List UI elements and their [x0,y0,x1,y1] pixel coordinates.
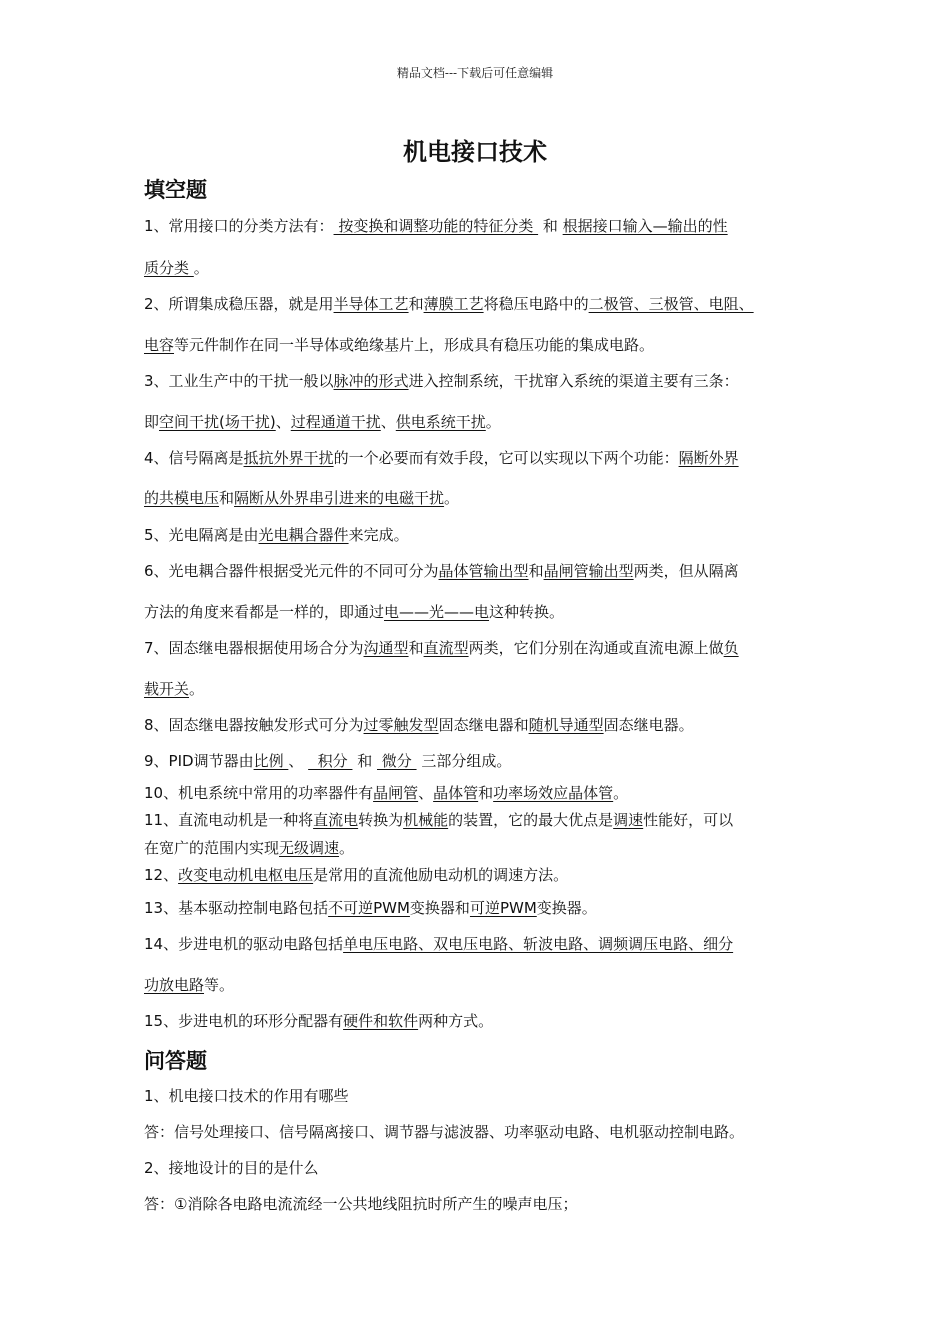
line-text: 变换器和 [409,899,470,917]
text-line [144,934,733,954]
text-line [144,412,501,432]
line-text: 是常用的直流他励电动机的调速方法。 [313,866,569,884]
answer-blank: 电——光——电 [384,603,490,621]
line-text: 14、步进电机的驱动电路包括 [144,935,344,953]
line-text: 3、工业生产中的干扰一般以 [144,372,334,390]
line-text: 和 [478,784,494,802]
line-text: 。 [189,680,205,698]
line-text: 的一个必要而有效手段，它可以实现以下两个功能： [333,449,679,467]
line-text: 7、固态继电器根据使用场合分为 [144,639,364,657]
line-text: 5、光电隔离是由 [144,526,259,544]
answer-blank: 隔断外界 [678,449,739,467]
answer-blank: 质分类 [144,259,194,277]
line-text: 两种方式。 [418,1012,494,1030]
answer-blank: 硬件和软件 [343,1012,419,1030]
line-text: 两类，但从隔离 [633,562,739,580]
text-line [144,975,234,995]
line-text: 。 [485,413,501,431]
line-text: 即 [144,413,160,431]
line-text: 来完成。 [348,526,409,544]
answer-blank: 供电系统干扰 [395,413,486,431]
line-text: 。 [613,784,629,802]
line-text: 12、 [144,866,179,884]
answer-blank: 电容 [144,336,175,354]
line-text: 的装置，它的最大优点是 [448,811,614,829]
text-line [144,1086,349,1106]
line-text: 。 [444,489,460,507]
line-text: 固态继电器和 [438,716,529,734]
text-line [144,783,628,803]
answer-blank: 过程通道干扰 [290,413,381,431]
line-text: 固态继电器。 [603,716,694,734]
document-title: 机电接口技术 [403,138,547,166]
line-text: 2、所谓集成稳压器，就是用 [144,295,334,313]
answer-blank: 积分 [308,752,353,770]
text-line [144,561,739,581]
text-line [144,525,409,545]
line-text: 这种转换。 [489,603,565,621]
answer-blank: 薄膜工艺 [423,295,484,313]
answer-blank: 抵抗外界干扰 [243,449,334,467]
text-line [144,838,354,858]
answer-blank: 晶闸管 [373,784,419,802]
text-line [144,216,728,236]
text-line [144,488,459,508]
text-line [144,679,204,699]
line-text: 两类，它们分别在沟通或直流电源上做 [468,639,724,657]
line-text: 。 [193,259,209,277]
text-line [144,1011,493,1031]
answer-blank: 晶闸管输出型 [543,562,634,580]
line-text: 变换器。 [536,899,597,917]
answer-blank: 直流型 [423,639,469,657]
line-text: 1、常用接口的分类方法有： [144,217,334,235]
line-text: 。 [339,839,355,857]
line-text: 、 [418,784,434,802]
answer-blank: 不可逆PWM [328,899,410,917]
answer-blank: 晶体管 [433,784,479,802]
line-text: 进入控制系统，干扰窜入系统的渠道主要有三条： [408,372,739,390]
answer-blank: 空间干扰(场干扰) [159,413,276,431]
line-text: 和 [538,217,563,235]
answer-blank: 随机导通型 [528,716,604,734]
text-line [144,810,733,830]
line-text: 6、光电耦合器件根据受光元件的不同可分为 [144,562,439,580]
answer-blank: 单电压电路、双电压电路、斩波电路、调频调压电路、细分 [343,935,734,953]
answer-blank: 负 [723,639,739,657]
text-line [144,602,564,622]
line-text: 4、信号隔离是 [144,449,244,467]
line-text: 答：信号处理接口、信号隔离接口、调节器与滤波器、功率驱动电路、电机驱动控制电路。 [144,1123,745,1141]
answer-blank: 比例 [253,752,289,770]
answer-blank: 微分 [377,752,417,770]
line-text: 2、接地设计的目的是什么 [144,1159,319,1177]
answer-blank: 根据接口输入—输出的性 [562,217,728,235]
line-text: 和 [408,639,424,657]
line-text: 等元件制作在同一半导体或绝缘基片上，形成具有稳压功能的集成电路。 [174,336,655,354]
line-text: 等。 [204,976,235,994]
section-heading-fill-in: 填空题 [144,178,207,202]
answer-blank: 载开关 [144,680,190,698]
line-text: 15、步进电机的环形分配器有 [144,1012,344,1030]
text-line [144,1158,319,1178]
answer-blank: 功率场效应晶体管 [493,784,614,802]
line-text: 和 [528,562,544,580]
answer-blank: 直流电 [313,811,359,829]
line-text: 13、基本驱动控制电路包括 [144,899,329,917]
text-line [144,898,597,918]
text-line [144,1194,577,1214]
answer-blank: 无级调速 [279,839,340,857]
line-text: 方法的角度来看都是一样的，即通过 [144,603,385,621]
line-text: 将稳压电路中的 [483,295,589,313]
answer-blank: 的共模电压 [144,489,220,507]
line-text: 转换为 [358,811,404,829]
answer-blank: 改变电动机电枢电压 [178,866,314,884]
line-text: 、 [380,413,396,431]
line-text: 8、固态继电器按触发形式可分为 [144,716,364,734]
answer-blank: 按变换和调整功能的特征分类 [333,217,539,235]
text-line [144,448,739,468]
answer-blank: 沟通型 [363,639,409,657]
answer-blank: 脉冲的形式 [333,372,409,390]
answer-blank: 晶体管输出型 [438,562,529,580]
text-line [144,258,209,278]
line-text: 、 [288,752,309,770]
line-text: 9、PID调节器由 [144,752,254,770]
line-text: 和 [352,752,377,770]
answer-blank: 功放电路 [144,976,205,994]
text-line [144,638,739,658]
line-text: 10、机电系统中常用的功率器件有 [144,784,374,802]
line-text: 答：①消除各电路电流流经一公共地线阻抗时所产生的噪声电压； [144,1195,578,1213]
section-heading-qa: 问答题 [144,1049,207,1073]
line-text: 性能好，可以 [643,811,734,829]
line-text: 和 [219,489,235,507]
text-line [144,294,754,314]
text-line [144,1122,744,1142]
text-line [144,715,694,735]
line-text: 11、直流电动机是一种将 [144,811,314,829]
answer-blank: 可逆PWM [469,899,537,917]
answer-blank: 隔断从外界串引进来的电磁干扰 [234,489,445,507]
answer-blank: 光电耦合器件 [258,526,349,544]
answer-blank: 调速 [613,811,644,829]
text-line [144,371,739,391]
answer-blank: 过零触发型 [363,716,439,734]
answer-blank: 机械能 [403,811,449,829]
line-text: 、 [275,413,291,431]
text-line [144,865,568,885]
line-text: 三部分组成。 [416,752,512,770]
line-text: 在宽广的范围内实现 [144,839,280,857]
text-line [144,335,654,355]
line-text: 和 [408,295,424,313]
text-line [144,751,511,771]
line-text: 1、机电接口技术的作用有哪些 [144,1087,349,1105]
page-header: 精品文档---下载后可任意编辑 [396,66,554,80]
answer-blank: 半导体工艺 [333,295,409,313]
answer-blank: 二极管、三极管、电阻、 [588,295,754,313]
